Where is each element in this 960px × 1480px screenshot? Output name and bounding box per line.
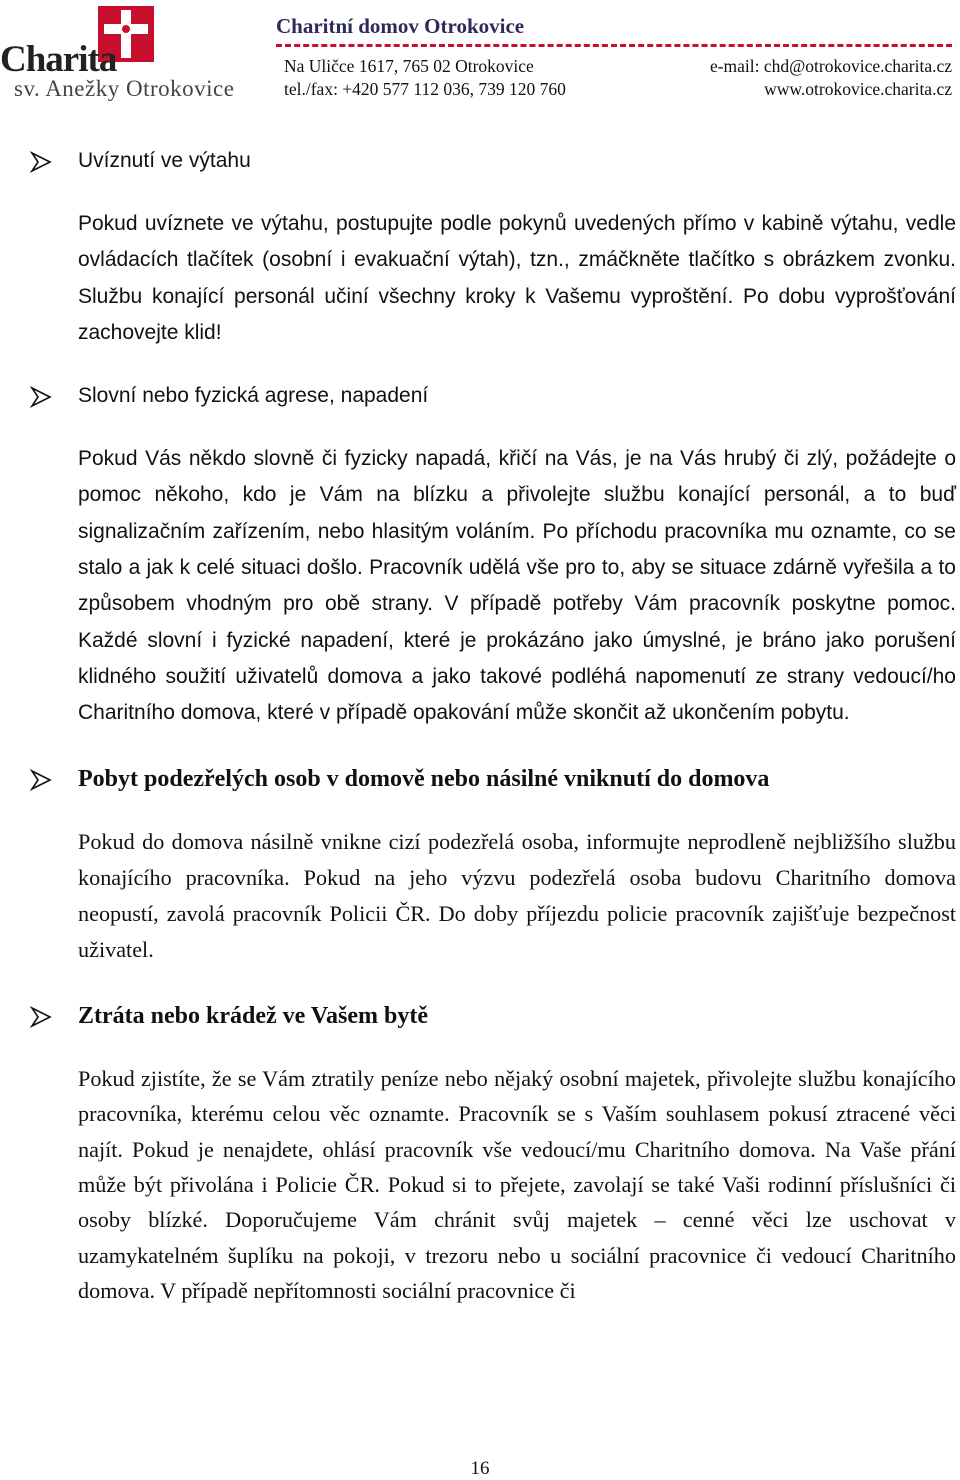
section-heading bbox=[30, 379, 956, 413]
section-heading-text: Uvíznutí ve výtahu bbox=[78, 149, 251, 172]
header-email: e-mail: chd@otrokovice.charita.cz bbox=[709, 56, 952, 76]
section-heading bbox=[30, 144, 956, 178]
section-paragraph: Pokud zjistíte, že se Vám ztratily peníze nebo nějaký osobní majetek, přivolejte službu konajícího pracovníka, kterému celou věc oznamte. Pracovník se s Vaším souhlasem pokusí ztracené věci najít. Pokud je nenajdete, ohlásí pracovník vše vedoucí/mu Charitního domova. Na Vaše přání může být přivolána i Policie ČR. Pokud si to přejete, zavolají se také Vaši rodinní příslušníci či osoby blízké. Doporučujeme Vám chránit svůj majetek – cenné věci lze uschovat v uzamykatelném šuplíku na pokoji, v trezoru nebo u sociální pracovnice či vedoucí Charitního domova. V případě nepřítomnosti sociální pracovnice či bbox=[78, 1065, 956, 1304]
section-heading-text: Pobyt podezřelých osob v domově nebo násilné vniknutí do domova bbox=[78, 765, 770, 792]
charita-logo bbox=[0, 4, 250, 102]
header-phone: tel./fax: +420 577 112 036, 739 120 760 bbox=[284, 79, 566, 99]
header-address: Na Uličce 1617, 765 02 Otrokovice bbox=[284, 56, 534, 76]
arrow-bullet-icon bbox=[30, 386, 52, 408]
header-divider bbox=[276, 44, 952, 47]
section-paragraph: Pokud Vás někdo slovně či fyzicky napadá, křičí na Vás, je na Vás hrubý či zlý, požádejte o pomoc někoho, kdo je Vám na blízku a přivolejte službu konající personál, a to buď signalizačním zařízením, nebo hlasitým voláním. Po příchodu pracovníka mu oznamte, co se stalo a jak k celé situaci došlo. Pracovník udělá vše pro to, aby se situace zdárně vyřešila a to způsobem vhodným pro obě strany. V případě potřeby Vám pracovník poskytne pomoc. Každé slovní i fyzické napadení, které je prokázáno jako úmyslné, je bráno jako porušení klidného soužití uživatelů domova a jako takové podléhá napomenutí ze strany vedoucí/ho Charitního domova, které v případě opakování může skončit až ukončením pobytu. bbox=[78, 447, 956, 725]
arrow-bullet-icon bbox=[30, 769, 52, 791]
logo-subtitle: sv. Anežky Otrokovice bbox=[14, 76, 235, 101]
arrow-bullet-icon bbox=[30, 151, 52, 173]
page-number: 16 bbox=[470, 1458, 490, 1479]
document-body bbox=[30, 138, 956, 1309]
arrow-bullet-icon bbox=[30, 1006, 52, 1028]
section-paragraph: Pokud uvíznete ve výtahu, postupujte podle pokynů uvedených přímo v kabině výtahu, vedle ovládacích tlačítek (osobní i evakuační výtah), tzn., zmáčkněte tlačítko s obrázkem zvonku. Službu konající personál učiní všechny kroky k Vašemu vyproštění. Po dobu vyprošťování zachovejte klid! bbox=[78, 212, 956, 344]
section-heading-text: Ztráta nebo krádež ve Vašem bytě bbox=[78, 1002, 428, 1029]
section-heading bbox=[30, 762, 956, 796]
section-heading bbox=[30, 999, 956, 1033]
section-paragraph: Pokud do domova násilně vnikne cizí podezřelá osoba, informujte neprodleně nejbližšího službu konajícího pracovníka. Pokud na jeho výzvu podezřelá osoba budovu Charitního domova neopustí, zavolá pracovník Policii ČR. Do doby příjezdu policie pracovník zajišťuje bezpečnost uživatel. bbox=[78, 828, 956, 963]
section-heading-text: Slovní nebo fyzická agrese, napadení bbox=[78, 384, 429, 408]
organization-name: Charitní domov Otrokovice bbox=[276, 14, 525, 38]
letterhead bbox=[0, 0, 960, 110]
logo-wordmark: Charita bbox=[0, 39, 117, 80]
header-website: www.otrokovice.charita.cz bbox=[764, 79, 952, 99]
